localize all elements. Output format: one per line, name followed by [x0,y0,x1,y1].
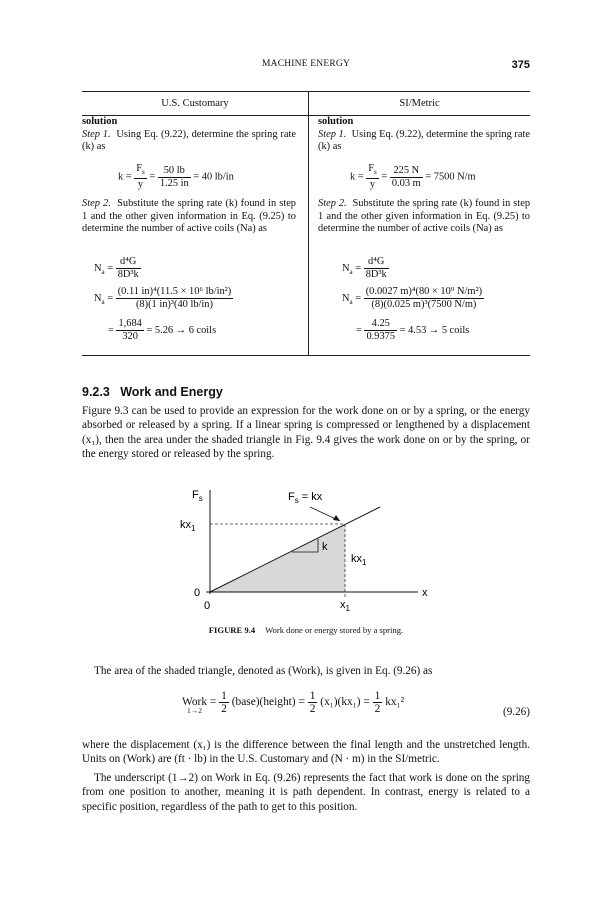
work-part2: (x₁)(kx₁) = [320,696,370,709]
us-step1 [82,129,296,154]
us-na-den2: (8)(1 in)³(40 lb/in) [135,299,213,310]
us-step2-block [82,198,296,236]
running-header [82,59,530,75]
si-k-num: 225 N [390,165,423,178]
si-step1-text: Using Eq. (9.22), determine the spring rate (k) as [318,128,531,152]
si-column [318,116,530,154]
us-step1-text: Using Eq. (9.22), determine the spring rate (k) as [82,128,296,152]
us-na-eq3: = $\frac{1,684}{320}$ = 5.26 → 6 coils [108,318,217,342]
si-k-equation: k = $\frac{F_s}{y}$ = $\frac{225 N}{0.03 m}$ = 7500 N/m [350,163,476,191]
si-na-den3: 0.9375 [366,331,396,342]
si-na-eq3: = $\frac{4.25}{0.9375}$ = 4.53 → 5 coils [356,318,470,342]
spring-work-diagram [170,482,430,622]
col-head-us: U.S. Customary [82,92,308,116]
work-lhs: Work [182,696,208,709]
paragraph-2: The area of the shaded triangle, denoted as (Work), is given in Eq. (9.26) as [94,665,433,677]
slope-label: k [322,541,328,553]
x-axis-label: x [422,587,428,599]
caption-text: Work done or energy stored by a spring. [265,625,404,635]
si-step2-block [318,198,530,236]
section-number: 9.2.3 [82,385,110,399]
x1-label: $x_1$ [340,599,350,613]
si-step1-label: Step 1. [318,128,347,140]
si-step2-text: Substitute the spring rate (k) found in step 1 and the other given information in Eq. (9.25) to determine the number of active coils (Na) as [318,198,531,234]
us-k-result: = 40 lb/in [193,171,234,183]
si-na-eq1: $N_a$ = $\frac{\text{d⁴G}}{\text{8D³k}}$ [342,256,387,280]
kx1-left-label: $kx_1$ [180,519,196,533]
line-label: $F_s$ = kx [288,491,323,505]
paragraph-3: where the displacement (x₁) is the difference between the final length and the unstretched length. Units on (Work) are (ft · lb) in the U.S. Customary and (N · m) in the SI/metric. [82,739,530,766]
si-na-eq2: $N_a$ = $\frac{\text{(0.0027 m)⁴(80 × 10⁹ N/m²)}}{\text{(8)(0.025 m)³(7500 N/m)}}$ [342,286,483,310]
us-step2-label: Step 2. [82,198,111,209]
table-divider [308,92,309,355]
example-table [82,91,530,356]
si-k-result: = 7500 N/m [425,171,476,183]
work-part3: kx₁² [385,696,404,709]
col-head-si: SI/Metric [309,92,530,116]
si-na-result: = 4.53 → 5 coils [399,324,470,336]
us-na-den1: 8D³k [117,269,139,280]
paragraph-1: Figure 9.3 can be used to provide an expression for the work done on or by a spring, or the energy absorbed or released by a spring. If a linear spring is compressed or lengthened by a displacement (x₁), then the area under the shaded triangle in Fig. 9.4 gives the work done on or by the spring, or the energy stored or released by the spring. [82,405,530,460]
us-na-result: = 5.26 → 6 coils [146,324,217,336]
origin-y-label: 0 [194,587,201,599]
section-heading [82,385,223,399]
section-title: Work and Energy [120,385,223,399]
us-na-num2: (0.11 in)⁴(11.5 × 10⁶ lb/in²) [117,286,232,297]
page-number: 375 [511,59,530,71]
caption-label: FIGURE 9.4 [208,625,256,635]
us-na-num3: 1,684 [118,318,142,329]
us-na-num1: d⁴G [116,256,141,269]
y-axis-label: $F_s$ [192,489,203,503]
page [82,0,530,900]
us-k-den: 1.25 in [159,177,189,189]
us-k-num: 50 lb [158,165,191,178]
paragraph-4: The underscript (1→2) on Work in Eq. (9.26) represents the fact that work is done on the spring from one position to another, meaning it is path dependent. In contrast, energy is related to a specific position, regardless of the path to get to this position. [82,772,530,813]
work-equation: Work 1→2 = $\frac{1}{2}$ (base)(height) = $\frac{1}{2}$ (x₁)(kx₁) = $\frac{1}{2}$ kx₁² [182,690,404,716]
running-title: MACHINE ENERGY [261,59,351,69]
us-column [82,116,296,154]
si-solution-heading: solution [318,116,354,127]
us-step2-text: Substitute the spring rate (k) found in step 1 and the other given information in Eq. (9.25) to determine the number of active coils (Na) as [82,198,297,234]
us-na-den3: 320 [122,331,138,342]
si-na-num2: (0.0027 m)⁴(80 × 10⁹ N/m²) [365,286,483,297]
equation-number: (9.26) [502,706,530,718]
work-underscript: 1→2 [187,706,203,716]
kx1-right-label: $kx_1$ [351,553,367,567]
us-solution-heading: solution [82,116,118,127]
us-na-eq1: $N_a$ = $\frac{\text{d⁴G}}{\text{8D³k}}$ [94,256,139,280]
figure-9-4 [170,482,430,622]
origin-x-label: 0 [204,600,211,612]
figure-caption [82,625,530,635]
si-k-den: 0.03 m [391,177,421,189]
si-na-num3: 4.25 [364,318,397,331]
us-step1-label: Step 1. [82,128,111,140]
si-step2-label: Step 2. [318,198,347,209]
us-k-equation: k = $\frac{F_s}{y}$ = $\frac{50 lb}{1.25 in}$ = 40 lb/in [118,163,234,191]
si-na-den2: (8)(0.025 m)³(7500 N/m) [371,299,477,310]
work-part1: (base)(height) = [231,696,305,709]
us-na-eq2: $N_a$ = $\frac{\text{(0.11 in)⁴(11.5 × 10⁶ lb/in²)}}{\text{(8)(1 in)³(40 lb/in)}}$ [94,286,232,310]
